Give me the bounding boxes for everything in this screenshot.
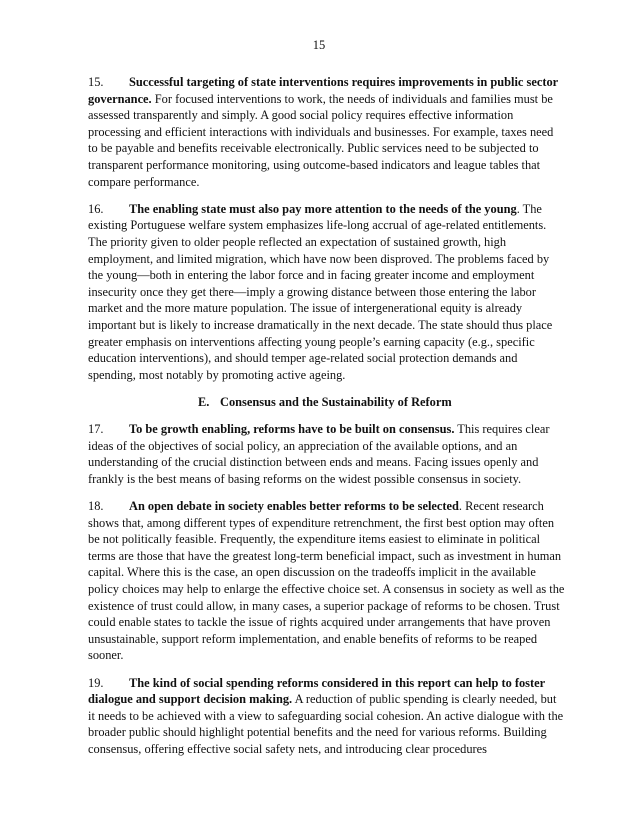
section-letter: E. — [198, 394, 210, 409]
paragraph-18 — [88, 498, 566, 664]
paragraph-body: For focused interventions to work, the needs of individuals and families must be assessed transparently and simply. A good social policy requires effective information processing and efficient interactions with individuals and businesses. For example, taxes need to be payable and benefits receivable electronically. Public services need to be subjected to transparent performance monitoring, using outcome-based indicators and league tables that compare performance. — [88, 91, 554, 189]
paragraph-lead: To be growth enabling, reforms have to be built on consensus. — [129, 422, 455, 437]
page-number: 15 — [312, 38, 326, 52]
paragraph-body: This requires clear ideas of the objectives of social policy, an appreciation of the available options, and an understanding of the crucial distinction between ends and means. Facing issues openly and frankly is the best means of basing reforms on the widest possible consensus in society. — [88, 422, 550, 486]
paragraph-number: 17. — [88, 422, 104, 437]
paragraph-15 — [88, 74, 566, 190]
paragraph-16 — [88, 201, 566, 384]
section-heading — [88, 394, 566, 411]
document-body — [88, 74, 566, 768]
paragraph-lead: Successful targeting of state interventions requires improvements in public sector governance. — [88, 75, 558, 106]
paragraph-lead: An open debate in society enables better reforms to be selected — [129, 499, 459, 514]
paragraph-number: 15. — [88, 75, 104, 89]
paragraph-body: . Recent research shows that, among different types of expenditure retrenchment, the first best option may often be not politically feasible. Frequently, the expenditure items easiest to eliminate in political terms are those that have the greatest long-term beneficial impact, such as investment in human capital. Where this is the case, an open discussion on the tradeoffs implicit in the available policy choices may help to enlarge the effective choice set. A consensus in society as well as the existence of trust could allow, in many cases, a superior package of reforms to be chosen. Trust could enable states to tackle the issue of rights acquired under arrangements that have proven unsustainable, support reform implementation, and enable benefits of reforms to be reaped sooner. — [88, 499, 565, 663]
paragraph-19 — [88, 675, 566, 758]
paragraph-17 — [88, 421, 566, 487]
paragraph-number: 16. — [88, 201, 104, 216]
section-title: Consensus and the Sustainability of Reform — [220, 394, 452, 409]
paragraph-body: A reduction of public spending is clearly needed, but it needs to be achieved with a view to safeguarding social cohesion. An active dialogue with the broader public should highlight potential benefits and the need for various reforms. Building consensus, offering effective social safety nets, and introducing clear procedures — [88, 692, 564, 756]
paragraph-lead: The kind of social spending reforms considered in this report can help to foster dialogue and support decision making. — [88, 675, 545, 707]
paragraph-number: 18. — [88, 499, 104, 514]
paragraph-number: 19. — [88, 675, 104, 690]
paragraph-lead: The enabling state must also pay more attention to the needs of the young — [129, 201, 517, 216]
paragraph-body: . The existing Portuguese welfare system emphasizes life-long accrual of age-related entitlements. The priority given to older people reflected an expectation of sustained growth, high employment, and limited migration, which have now been disproved. The problems faced by the young—both in entering the labor force and in facing greater income and employment insecurity once they get there—imply a growing distance between those entering the labor market and the more mature population. The issue of intergenerational equity is already important but is likely to increase dramatically in the next decade. The state should thus place greater emphasis on interventions affecting young people’s earning capacity (e.g., specific education interventions), and should temper age-related social protection demands and spending, most notably by promoting active ageing. — [88, 201, 553, 382]
